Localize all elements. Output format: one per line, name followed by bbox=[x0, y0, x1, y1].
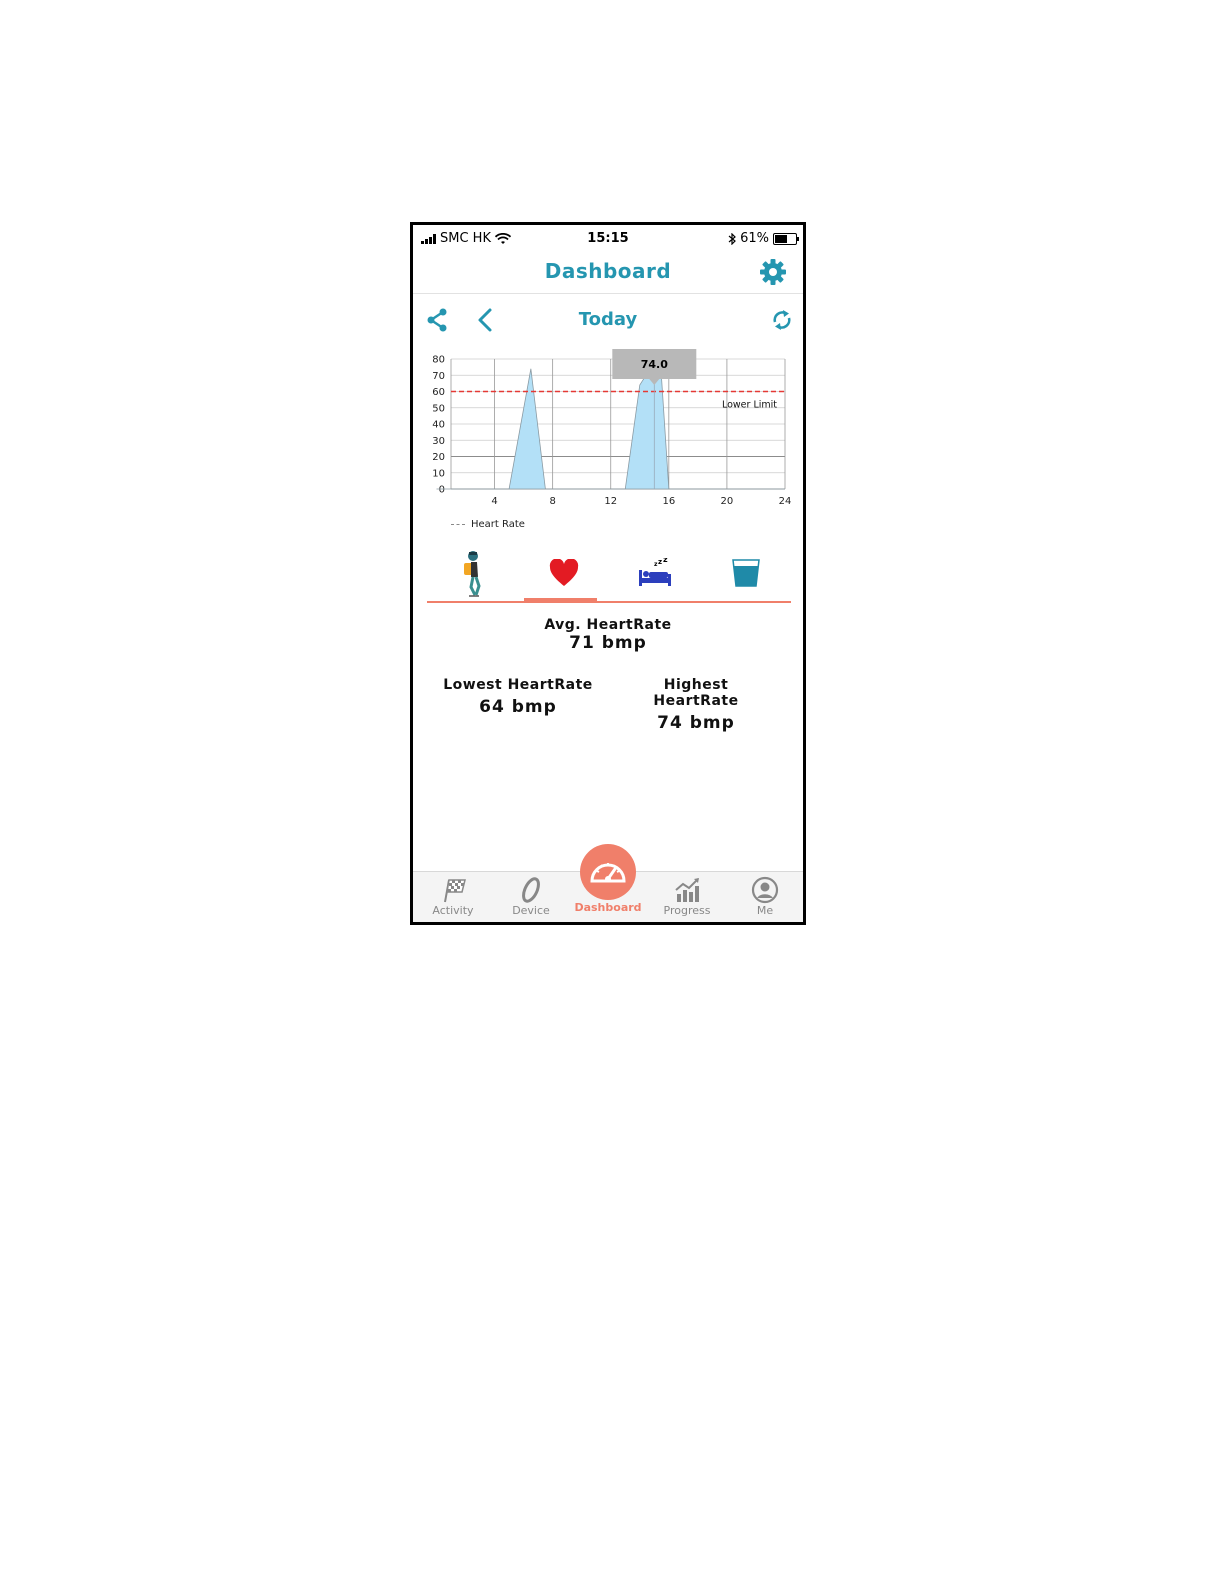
x-tick-label: 20 bbox=[720, 496, 734, 507]
tab-activity[interactable] bbox=[427, 545, 518, 601]
status-right bbox=[728, 231, 797, 246]
tab-bar-me[interactable] bbox=[726, 876, 804, 917]
lowest-heart-rate-label: Lowest HeartRate bbox=[443, 677, 593, 693]
highest-stat bbox=[621, 677, 771, 733]
lower-limit-label: Lower Limit bbox=[721, 399, 777, 411]
gear-icon[interactable] bbox=[759, 258, 787, 286]
avg-heart-rate-label: Avg. HeartRate bbox=[544, 617, 672, 633]
band-icon bbox=[517, 876, 545, 904]
heart-icon bbox=[549, 559, 579, 587]
x-tick-label: 24 bbox=[778, 496, 792, 507]
active-tab-indicator bbox=[524, 598, 597, 603]
walker-icon bbox=[459, 549, 487, 597]
water-glass-icon bbox=[731, 558, 761, 588]
legend-swatch bbox=[451, 524, 465, 525]
x-tick-label: 8 bbox=[549, 496, 556, 507]
tab-bar-device-label: Device bbox=[512, 904, 550, 917]
clock: 15:15 bbox=[587, 231, 629, 246]
y-tick-label: 80 bbox=[432, 354, 445, 366]
highest-heart-rate-value: 74 bmp bbox=[657, 713, 735, 733]
tab-water[interactable] bbox=[700, 545, 791, 601]
y-tick-label: 40 bbox=[432, 419, 445, 431]
refresh-icon[interactable] bbox=[769, 307, 795, 333]
heart-rate-chart[interactable] bbox=[421, 343, 797, 539]
y-tick-label: 0 bbox=[438, 484, 445, 496]
tab-bar-progress[interactable] bbox=[648, 876, 726, 917]
progress-chart-icon bbox=[673, 876, 701, 904]
tab-bar-device[interactable] bbox=[492, 876, 570, 917]
lowest-stat bbox=[443, 677, 593, 717]
page-title: Dashboard bbox=[544, 259, 672, 283]
date-label: Today bbox=[578, 309, 638, 330]
nav-bar bbox=[413, 251, 803, 294]
y-tick-label: 10 bbox=[432, 468, 445, 480]
speedometer-icon bbox=[589, 857, 627, 887]
y-tick-label: 50 bbox=[432, 403, 445, 415]
tab-bar-activity-label: Activity bbox=[432, 904, 474, 917]
date-navigation bbox=[413, 303, 803, 339]
bed-icon bbox=[637, 558, 673, 588]
svg-text:z: z bbox=[653, 561, 657, 568]
avg-heart-rate-value: 71 bmp bbox=[569, 633, 647, 653]
legend-label: Heart Rate bbox=[471, 519, 525, 530]
status-bar bbox=[413, 225, 803, 251]
tab-heart-rate[interactable] bbox=[518, 545, 609, 601]
x-tick-label: 16 bbox=[662, 496, 676, 507]
battery-fill bbox=[775, 235, 787, 243]
carrier-label: SMC HK bbox=[440, 231, 491, 246]
metric-tabs bbox=[427, 545, 791, 603]
user-icon bbox=[751, 876, 779, 904]
lowest-heart-rate-value: 64 bmp bbox=[479, 697, 557, 717]
bottom-tab-bar bbox=[413, 871, 803, 922]
svg-text:z: z bbox=[662, 558, 668, 564]
y-tick-label: 60 bbox=[432, 387, 445, 398]
y-tick-label: 30 bbox=[432, 435, 445, 447]
tooltip-value: 74.0 bbox=[640, 358, 668, 371]
phone-screen bbox=[410, 222, 806, 925]
tab-bar-dashboard-label: Dashboard bbox=[574, 901, 642, 914]
tab-bar-progress-label: Progress bbox=[663, 904, 711, 917]
bluetooth-icon bbox=[728, 233, 736, 245]
x-tick-label: 4 bbox=[491, 496, 498, 507]
svg-text:z: z bbox=[657, 558, 662, 566]
tab-bar-activity[interactable] bbox=[414, 876, 492, 917]
checkered-flag-icon bbox=[439, 876, 467, 904]
battery-icon bbox=[773, 233, 797, 245]
x-tick-label: 12 bbox=[604, 496, 618, 507]
battery-percent: 61% bbox=[740, 231, 769, 246]
tab-bar-me-label: Me bbox=[756, 904, 774, 917]
y-tick-label: 20 bbox=[432, 452, 445, 463]
tab-bar-dashboard[interactable] bbox=[580, 844, 636, 900]
avg-stat bbox=[413, 617, 803, 653]
highest-heart-rate-label: Highest HeartRate bbox=[653, 677, 739, 709]
y-tick-label: 70 bbox=[432, 370, 445, 382]
chart-legend bbox=[451, 519, 525, 530]
tab-sleep[interactable] bbox=[609, 545, 700, 601]
